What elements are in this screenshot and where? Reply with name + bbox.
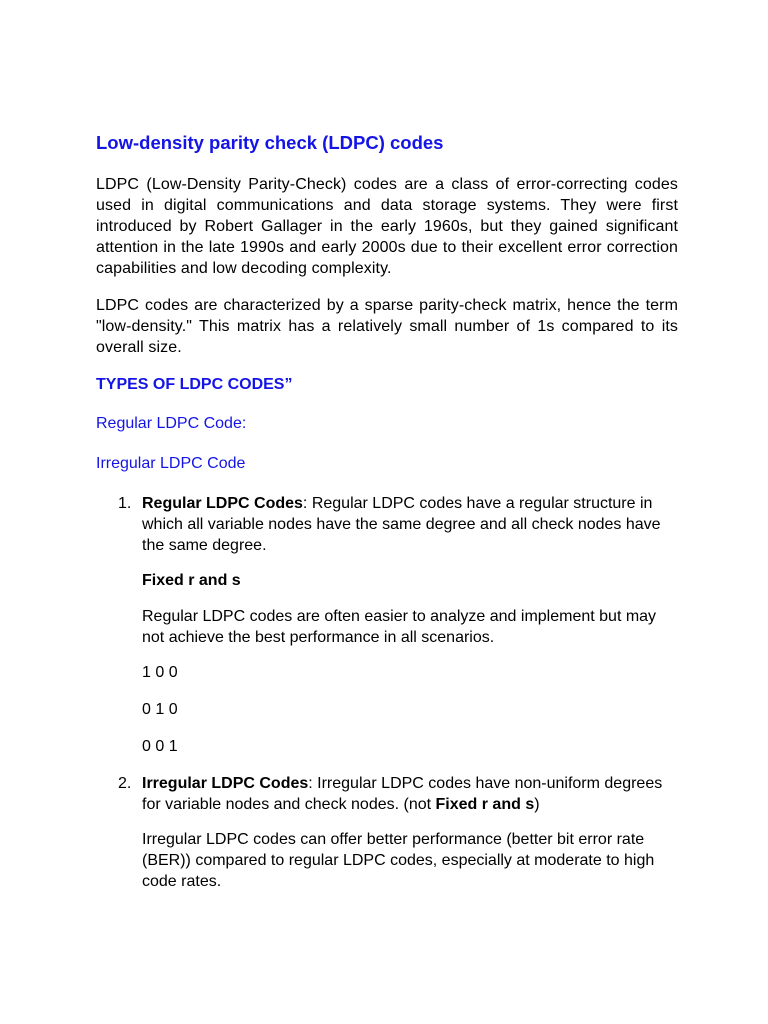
intro-paragraph: LDPC (Low-Density Parity-Check) codes are a class of error-correcting codes used in digital communications and data storage systems. They were first introduced by Robert Gallager in the early 1960s, but they gained significant attention in the late 1990s and early 2000s due to their excellent error correction capabilities and low decoding complexity. [96, 176, 678, 277]
regular-ldpc-list-item [96, 493, 678, 757]
document-page [96, 130, 678, 906]
irregular-ldpc-note: Irregular LDPC codes can offer better performance (better bit error rate (BER)) compared to regular LDPC codes, especially at moderate to high code rates. [142, 831, 655, 890]
matrix-description-paragraph: LDPC codes are characterized by a sparse parity-check matrix, hence the term "low-density." This matrix has a relatively small number of 1s compared to its overall size. [96, 297, 678, 356]
irregular-ldpc-term: Irregular LDPC Codes [142, 775, 309, 792]
regular-ldpc-code-link: Regular LDPC Code: [96, 415, 247, 432]
irregular-ldpc-code-link: Irregular LDPC Code [96, 455, 246, 472]
irregular-ldpc-description-text: : Irregular LDPC codes have non-uniform degrees for variable nodes and check nodes. (not [142, 775, 663, 813]
ldpc-code-type-list [96, 493, 678, 892]
fixed-r-and-s-inline: Fixed r and s [435, 796, 535, 813]
matrix-row: 1 0 0 [142, 664, 178, 681]
irregular-ldpc-description-end: ) [534, 796, 540, 813]
document-title: Low-density parity check (LDPC) codes [96, 132, 444, 153]
matrix-row: 0 1 0 [142, 701, 178, 718]
regular-ldpc-note: Regular LDPC codes are often easier to analyze and implement but may not achieve the best performance in all scenarios. [142, 608, 657, 646]
fixed-r-and-s-heading: Fixed r and s [142, 572, 241, 589]
list-number: 1. [118, 495, 132, 512]
irregular-ldpc-description [142, 773, 678, 815]
types-heading: TYPES OF LDPC CODES” [96, 376, 293, 393]
irregular-ldpc-list-item [96, 773, 678, 892]
list-number: 2. [118, 775, 132, 792]
regular-ldpc-description [142, 493, 678, 556]
regular-ldpc-term: Regular LDPC Codes [142, 495, 303, 512]
matrix-row: 0 0 1 [142, 738, 178, 755]
regular-ldpc-description-text: : Regular LDPC codes have a regular structure in which all variable nodes have the same degree and all check nodes have the same degree. [142, 495, 661, 554]
